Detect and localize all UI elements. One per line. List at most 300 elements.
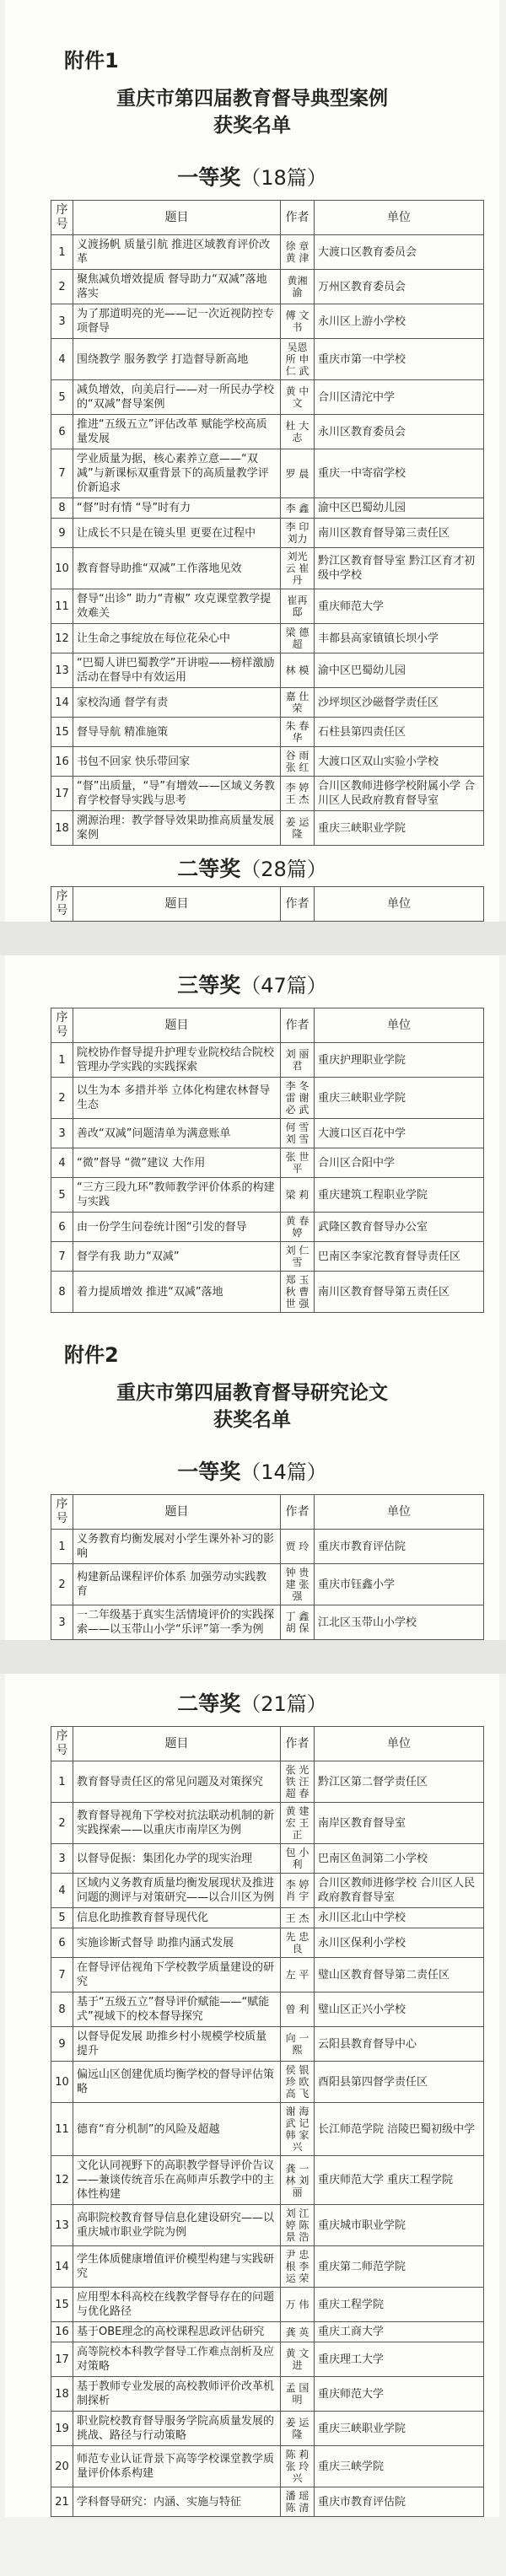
row-index: 6 — [51, 415, 73, 449]
table-row — [51, 1928, 484, 1958]
grade-count: （47篇） — [240, 974, 327, 998]
row-title: 偏远山区创建优质均衡学校的督导评估策略 — [73, 2062, 281, 2103]
row-author: 刘 江 婷 陈 景 浩 — [281, 2205, 315, 2246]
row-unit: 永川区教育委员会 — [315, 415, 484, 449]
annex1-second-prize-heading — [5, 852, 499, 883]
header-unit: 单位 — [315, 201, 484, 235]
row-unit: 重庆市教育评估院 — [315, 1530, 484, 1564]
row-author: 王 杰 — [281, 1908, 315, 1928]
table-row — [51, 653, 484, 688]
row-unit: 重庆市钰鑫小学 — [315, 1564, 484, 1605]
row-title: 一二年级基于真实生活情境评价的实践探索——以玉带山小学“乐评”第一季为例 — [73, 1605, 281, 1640]
table-row — [51, 415, 484, 449]
row-index: 5 — [51, 380, 73, 415]
table-row — [51, 2377, 484, 2412]
table-row — [51, 1213, 484, 1242]
grade-label: 一等奖 — [177, 1460, 241, 1484]
row-unit: 重庆市教育评估院 — [315, 2487, 484, 2517]
table-row — [51, 1043, 484, 1078]
row-index: 1 — [51, 1043, 73, 1078]
row-index: 4 — [51, 339, 73, 380]
row-unit: 重庆市第一中学校 — [315, 339, 484, 380]
table-row — [51, 519, 484, 548]
row-unit: 合川区教师进修学校 合川区人民政府教育督导室 — [315, 1874, 484, 1908]
row-unit: 丰都县高家镇镇长坝小学 — [315, 624, 484, 653]
row-author: 林 模 — [281, 653, 315, 688]
annex1-third-prize-heading — [5, 955, 499, 999]
annex2-title-line1: 重庆市第四届教育督导研究论文 — [116, 1382, 388, 1404]
row-title: 学业质量为据，核心素养立意——“双减”与新课标双重背景下的高质量教学评价新追求 — [73, 449, 281, 498]
row-unit: 重庆建筑工程职业学院 — [315, 1178, 484, 1213]
annex1-first-prize-heading — [5, 161, 499, 191]
table-row — [51, 718, 484, 747]
row-author: 包 小 利 — [281, 1844, 315, 1874]
annex2-title-line2: 获奖名单 — [213, 1409, 291, 1431]
row-title: 家校沟通 督学有责 — [73, 688, 281, 718]
row-author: 钟 贵 建 张 强 — [281, 1564, 315, 1605]
table-row — [51, 2487, 484, 2517]
row-unit: 重庆护理职业学院 — [315, 1043, 484, 1078]
table-row — [51, 811, 484, 846]
row-title: 文化认同视野下的高职教学督导评价告议——兼谈传统音乐在高师声乐教学中的主体性构建 — [73, 2156, 281, 2205]
row-title: “督”时有情 “导”时有力 — [73, 498, 281, 519]
header-title: 题目 — [73, 1008, 281, 1043]
row-title: 减负增效，向美启行——对一所民办学校的“双减”督导案例 — [73, 380, 281, 415]
row-unit: 璧山区正兴小学校 — [315, 1993, 484, 2027]
table-body — [51, 1043, 484, 1313]
table-row — [51, 449, 484, 498]
table-row — [51, 1958, 484, 1993]
row-title: 以督导促振：集团化办学的现实治理 — [73, 1844, 281, 1874]
row-unit: 万州区教育委员会 — [315, 270, 484, 304]
row-title: 高等院校本科教学督导工作难点剖析及应对策略 — [73, 2342, 281, 2377]
table-row — [51, 1178, 484, 1213]
row-author: 姜 运 隆 — [281, 2412, 315, 2446]
annex2-first-prize-heading — [5, 1455, 499, 1486]
table-row — [51, 2412, 484, 2446]
header-unit: 单位 — [315, 1008, 484, 1043]
row-author: 龚 一 林 刘 丽 — [281, 2156, 315, 2205]
row-author: 刘光 云 崔丹 — [281, 548, 315, 589]
annex1-third-prize-table — [51, 1008, 484, 1313]
row-title: 以督导促发展 助推乡村小规模学校质量提升 — [73, 2027, 281, 2062]
row-unit: 黔江区第二督学责任区 — [315, 1761, 484, 1803]
row-unit: 重庆工商大学 — [315, 2322, 484, 2342]
row-title: 督导导航 精准施策 — [73, 718, 281, 747]
row-unit: 重庆工程学院 — [315, 2288, 484, 2322]
row-index: 19 — [51, 2412, 73, 2446]
row-author: 龚 英 — [281, 2322, 315, 2342]
table-row — [51, 747, 484, 777]
table-row — [51, 1530, 484, 1564]
annex2-first-prize-table — [51, 1494, 484, 1640]
row-unit: 重庆师范大学 — [315, 2377, 484, 2412]
annex1-title — [5, 85, 499, 139]
row-author: 梁 莉 — [281, 1178, 315, 1213]
row-title: 为了那道明亮的光——记一次近视防控专项督导 — [73, 304, 281, 339]
annex2-second-sheet — [5, 1674, 499, 2517]
row-index: 4 — [51, 1874, 73, 1908]
grade-count: （28篇） — [240, 858, 327, 881]
header-index: 序号 — [51, 1727, 73, 1761]
row-title: 书包不回家 快乐带回家 — [73, 747, 281, 777]
row-unit: 重庆师范大学 — [315, 589, 484, 624]
table-row — [51, 1272, 484, 1313]
row-index: 17 — [51, 2342, 73, 2377]
row-author: 李 鑫 — [281, 498, 315, 519]
row-index: 3 — [51, 1844, 73, 1874]
row-index: 8 — [51, 1993, 73, 2027]
row-index: 9 — [51, 519, 73, 548]
row-title: 学科督导研究：内涵、实施与特征 — [73, 2487, 281, 2517]
row-title: 基于OBE理念的高校课程思政评估研究 — [73, 2322, 281, 2342]
header-unit: 单位 — [315, 887, 484, 922]
row-index: 15 — [51, 718, 73, 747]
row-index: 6 — [51, 1928, 73, 1958]
row-author: 左 平 — [281, 1958, 315, 1993]
row-unit: 永川区保利小学校 — [315, 1928, 484, 1958]
row-title: “微”督导 “微”建议 大作用 — [73, 1148, 281, 1178]
header-author: 作者 — [281, 1727, 315, 1761]
row-index: 16 — [51, 747, 73, 777]
grade-label: 二等奖 — [177, 857, 241, 881]
row-unit: 合川区教师进修学校附属小学 合川区人民政府教育督导室 — [315, 777, 484, 811]
table-body — [51, 235, 484, 846]
row-unit: 大渡口区百花中学 — [315, 1119, 484, 1148]
table-row — [51, 688, 484, 718]
row-unit: 重庆城市职业学院 — [315, 2205, 484, 2246]
row-index: 3 — [51, 304, 73, 339]
row-title: “巴蜀人讲巴蜀教学”开讲啦——榜样激励活动在督导中有效运用 — [73, 653, 281, 688]
header-author: 作者 — [281, 1008, 315, 1043]
row-index: 14 — [51, 2246, 73, 2288]
header-index: 序号 — [51, 1008, 73, 1043]
row-index: 1 — [51, 1530, 73, 1564]
header-index: 序号 — [51, 887, 73, 922]
annex1-label: 附件1 — [64, 49, 119, 73]
row-index: 21 — [51, 2487, 73, 2517]
row-unit: 永川区上游小学校 — [315, 304, 484, 339]
row-index: 2 — [51, 270, 73, 304]
page-gap — [0, 1640, 506, 1674]
table-header-row — [51, 1008, 484, 1043]
row-unit: 重庆一中寄宿学校 — [315, 449, 484, 498]
table-header-row — [51, 1495, 484, 1530]
table-row — [51, 2027, 484, 2062]
row-unit: 重庆师范大学 重庆工程学院 — [315, 2156, 484, 2205]
row-title: 教育督导视角下学校对抗法联动机制的新实践探索——以重庆市南岸区为例 — [73, 1803, 281, 1844]
table-row — [51, 2288, 484, 2322]
header-index: 序号 — [51, 1495, 73, 1530]
row-author: 傅 文 书 — [281, 304, 315, 339]
table-row — [51, 1993, 484, 2027]
row-author: 张 光 铁 汪 超 春 — [281, 1761, 315, 1803]
table-row — [51, 2103, 484, 2156]
row-unit: 长江师范学院 涪陵巴蜀初级中学 — [315, 2103, 484, 2156]
row-unit: 大渡口区教育委员会 — [315, 235, 484, 270]
row-author: 尹 忠 根 李 运 荣 — [281, 2246, 315, 2288]
row-title: 督学有我 助力“双减” — [73, 1242, 281, 1272]
row-title: 让生命之事绽放在每位花朵心中 — [73, 624, 281, 653]
table-row — [51, 1874, 484, 1908]
row-unit: 云阳县教育督导中心 — [315, 2027, 484, 2062]
row-author: 李 印 刘力 — [281, 519, 315, 548]
table-row — [51, 2342, 484, 2377]
row-index: 12 — [51, 2156, 73, 2205]
annex1-title-line2: 获奖名单 — [213, 115, 291, 137]
grade-count: （21篇） — [240, 1692, 327, 1716]
table-row — [51, 589, 484, 624]
row-author: 罗 晨 — [281, 449, 315, 498]
row-index: 1 — [51, 1761, 73, 1803]
row-unit: 武隆区教育督导办公室 — [315, 1213, 484, 1242]
table-row — [51, 1908, 484, 1928]
row-author: 刘 丽 君 — [281, 1043, 315, 1078]
row-title: 善改“双减”问题清单为满意账单 — [73, 1119, 281, 1148]
row-title: 聚焦减负增效提质 督导助力“双减”落地落实 — [73, 270, 281, 304]
page-gap — [0, 922, 506, 955]
grade-label: 三等奖 — [177, 973, 241, 998]
annex2-second-prize-table — [51, 1726, 484, 2517]
row-author: 贾 玲 — [281, 1530, 315, 1564]
row-title: 义务教育均衡发展对小学生课外补习的影响 — [73, 1530, 281, 1564]
row-author: 李 冬 雷 谢 必 武 — [281, 1078, 315, 1119]
row-title: 围绕教学 服务教学 打造督导新高地 — [73, 339, 281, 380]
header-unit: 单位 — [315, 1495, 484, 1530]
row-title: 在督导评估视角下学校教学质量建设的研究 — [73, 1958, 281, 1993]
row-unit: 合川区清沱中学 — [315, 380, 484, 415]
row-author: 何 雪 刘 雪 — [281, 1119, 315, 1148]
table-row — [51, 777, 484, 811]
table-row — [51, 1605, 484, 1640]
row-author: 吴恩 所 申仁 武 — [281, 339, 315, 380]
row-author: 孟 国 明 — [281, 2377, 315, 2412]
table-row — [51, 304, 484, 339]
row-index: 9 — [51, 2027, 73, 2062]
row-index: 13 — [51, 2205, 73, 2246]
header-title: 题目 — [73, 1495, 281, 1530]
row-title: 职业院校教育督导服务学院高质量发展的挑战、路径与行动策略 — [73, 2412, 281, 2446]
table-row — [51, 548, 484, 589]
row-author: 丁 鑫 胡 保 — [281, 1605, 315, 1640]
row-author: 陈 莉 张 玲 兴 — [281, 2446, 315, 2487]
row-title: “督”出质量，“导”有增效——区域义务教育学校督导实践与思考 — [73, 777, 281, 811]
row-title: 义渡扬帆 质量引航 推进区域教育评价改革 — [73, 235, 281, 270]
row-title: 溯源治理：教学督导效果助推高质量发展案例 — [73, 811, 281, 846]
row-unit: 渝中区巴蜀幼儿园 — [315, 498, 484, 519]
row-index: 3 — [51, 1605, 73, 1640]
row-author: 梁 德 超 — [281, 624, 315, 653]
row-title: 德育“育分机制”的风险及超越 — [73, 2103, 281, 2156]
row-index: 8 — [51, 498, 73, 519]
row-unit: 重庆第二师范学院 — [315, 2246, 484, 2288]
annex2-second-prize-heading — [5, 1674, 499, 1718]
row-author: 黄 文 进 — [281, 2342, 315, 2377]
row-author: 黄湘渝 — [281, 270, 315, 304]
table-row — [51, 2446, 484, 2487]
row-index: 11 — [51, 589, 73, 624]
annex1-sheet — [5, 0, 499, 922]
header-index: 序号 — [51, 201, 73, 235]
row-index: 16 — [51, 2322, 73, 2342]
header-title: 题目 — [73, 201, 281, 235]
row-index: 12 — [51, 624, 73, 653]
table-row — [51, 339, 484, 380]
grade-label: 一等奖 — [177, 165, 241, 190]
header-title: 题目 — [73, 1727, 281, 1761]
table-header-row — [51, 1727, 484, 1761]
header-author: 作者 — [281, 887, 315, 922]
row-index: 2 — [51, 1564, 73, 1605]
row-unit: 巴南区鱼洞第二小学校 — [315, 1844, 484, 1874]
annex2-title — [5, 1379, 499, 1433]
row-author: 潘 瑶 陈 清 — [281, 2487, 315, 2517]
annex2-label: 附件2 — [64, 1343, 119, 1367]
row-unit: 重庆三峡职业学院 — [315, 811, 484, 846]
row-title: 信息化助推教育督导现代化 — [73, 1908, 281, 1928]
row-unit: 重庆三峡学院 — [315, 2446, 484, 2487]
row-author: 朱 春 华 — [281, 718, 315, 747]
row-author: 谷 雨 张 红 — [281, 747, 315, 777]
row-unit: 江北区玉带山小学校 — [315, 1605, 484, 1640]
row-unit: 沙坪坝区沙磁督学责任区 — [315, 688, 484, 718]
row-title: 基于“五级五立”督导评价赋能——“赋能式”视域下的校本督导探究 — [73, 1993, 281, 2027]
row-index: 10 — [51, 2062, 73, 2103]
row-author: 崔再 邸 — [281, 589, 315, 624]
row-index: 5 — [51, 1178, 73, 1213]
row-unit: 南川区教育督导第三责任区 — [315, 519, 484, 548]
table-row — [51, 2156, 484, 2205]
row-index: 7 — [51, 1958, 73, 1993]
table-row — [51, 270, 484, 304]
table-row — [51, 1078, 484, 1119]
row-index: 17 — [51, 777, 73, 811]
annex1-third-sheet — [5, 955, 499, 1640]
table-row — [51, 235, 484, 270]
header-unit: 单位 — [315, 1727, 484, 1761]
row-unit: 大渡口区双山实验小学校 — [315, 747, 484, 777]
row-unit: 渝中区巴蜀幼儿园 — [315, 653, 484, 688]
row-index: 7 — [51, 1242, 73, 1272]
row-index: 5 — [51, 1908, 73, 1928]
header-author: 作者 — [281, 201, 315, 235]
row-title: 以生为本 多措并举 立体化构建农林督导生态 — [73, 1078, 281, 1119]
table-row — [51, 498, 484, 519]
row-title: 让成长不只是在镜头里 更要在过程中 — [73, 519, 281, 548]
row-index: 18 — [51, 2377, 73, 2412]
row-index: 20 — [51, 2446, 73, 2487]
row-title: 教育督导助推“双减”工作落地见效 — [73, 548, 281, 589]
table-row — [51, 1564, 484, 1605]
row-title: 着力提质增效 推进“双减”落地 — [73, 1272, 281, 1313]
row-author: 谢 海 武 记 韩 家 兴 — [281, 2103, 315, 2156]
row-unit: 永川区北山中学校 — [315, 1908, 484, 1928]
table-header-row — [51, 887, 484, 922]
row-index: 6 — [51, 1213, 73, 1242]
row-author: 万 伟 — [281, 2288, 315, 2322]
row-index: 4 — [51, 1148, 73, 1178]
row-unit: 重庆三峡职业学院 — [315, 1078, 484, 1119]
row-author: 李 婷 肖 宇 — [281, 1874, 315, 1908]
row-title: 基于教师专业发展的高校教师评价改革机制探析 — [73, 2377, 281, 2412]
table-row — [51, 624, 484, 653]
row-author: 向 一 熙 — [281, 2027, 315, 2062]
table-body — [51, 1761, 484, 2517]
row-title: 高职院校教育督导信息化建设研究——以重庆城市职业学院为例 — [73, 2205, 281, 2246]
table-header-row — [51, 201, 484, 235]
row-title: 师范专业认证背景下高等学校课堂教学质量评价体系构建 — [73, 2446, 281, 2487]
row-unit: 南川区教育督导第五责任区 — [315, 1272, 484, 1313]
row-unit: 南岸区教育督导室 — [315, 1803, 484, 1844]
row-index: 15 — [51, 2288, 73, 2322]
grade-count: （18篇） — [240, 166, 327, 190]
table-row — [51, 1761, 484, 1803]
row-author: 黄 建 宏 王 正 — [281, 1803, 315, 1844]
row-title: 实施诊断式督导 助推内涵式发展 — [73, 1928, 281, 1958]
row-title: 教育督导责任区的常见问题及对策探究 — [73, 1761, 281, 1803]
header-author: 作者 — [281, 1495, 315, 1530]
row-index: 8 — [51, 1272, 73, 1313]
table-row — [51, 1148, 484, 1178]
row-index: 3 — [51, 1119, 73, 1148]
row-title: 督导“出诊” 助力“青椒” 攻克课堂教学提效难关 — [73, 589, 281, 624]
row-index: 11 — [51, 2103, 73, 2156]
table-row — [51, 1844, 484, 1874]
row-title: 推进“五级五立”评估改革 赋能学校高质量发展 — [73, 415, 281, 449]
row-unit: 酉阳县第四督学责任区 — [315, 2062, 484, 2103]
row-index: 10 — [51, 548, 73, 589]
row-unit: 璧山区教育督导第二责任区 — [315, 1958, 484, 1993]
row-title: 区域内义务教育质量均衡发展现状及推进问题的测评与对策研究——以合川区为例 — [73, 1874, 281, 1908]
row-author: 徐 章 黄 津 — [281, 235, 315, 270]
table-row — [51, 2322, 484, 2342]
row-title: 院校协作督导提升护理专业院校结合院校管理办学实践的实践探索 — [73, 1043, 281, 1078]
table-body — [51, 1530, 484, 1640]
row-author: 先 忠 良 — [281, 1928, 315, 1958]
row-index: 18 — [51, 811, 73, 846]
row-unit: 石柱县第四责任区 — [315, 718, 484, 747]
row-author: 姜 运 隆 — [281, 811, 315, 846]
row-index: 7 — [51, 449, 73, 498]
row-unit: 巴南区李家沱教育督导责任区 — [315, 1242, 484, 1272]
row-title: 学生体质健康增值评价模型构建与实践研究 — [73, 2246, 281, 2288]
row-title: “三方三段九环”教师教学评价体系的构建与实践 — [73, 1178, 281, 1213]
row-index: 13 — [51, 653, 73, 688]
row-author: 杜 大 志 — [281, 415, 315, 449]
row-author: 郑 玉 秋 曹 世 强 — [281, 1272, 315, 1313]
annex1-first-prize-table — [51, 200, 484, 846]
table-row — [51, 2246, 484, 2288]
table-row — [51, 2205, 484, 2246]
row-index: 2 — [51, 1803, 73, 1844]
row-author: 侯 银 珍 欧 高 飞 — [281, 2062, 315, 2103]
row-unit: 重庆三峡职业学院 — [315, 2412, 484, 2446]
row-author: 黄 春 婷 — [281, 1213, 315, 1242]
annex1-second-prize-table — [51, 886, 484, 922]
row-author: 曾 利 — [281, 1993, 315, 2027]
table-row — [51, 380, 484, 415]
table-row — [51, 1242, 484, 1272]
row-index: 14 — [51, 688, 73, 718]
row-author: 张 世 平 — [281, 1148, 315, 1178]
row-title: 由一份学生问卷统计图“引发的督导 — [73, 1213, 281, 1242]
row-author: 刘 仁 雪 — [281, 1242, 315, 1272]
grade-count: （14篇） — [240, 1460, 327, 1484]
row-index: 1 — [51, 235, 73, 270]
row-author: 嘉 仕 荣 — [281, 688, 315, 718]
table-row — [51, 2062, 484, 2103]
table-row — [51, 1119, 484, 1148]
